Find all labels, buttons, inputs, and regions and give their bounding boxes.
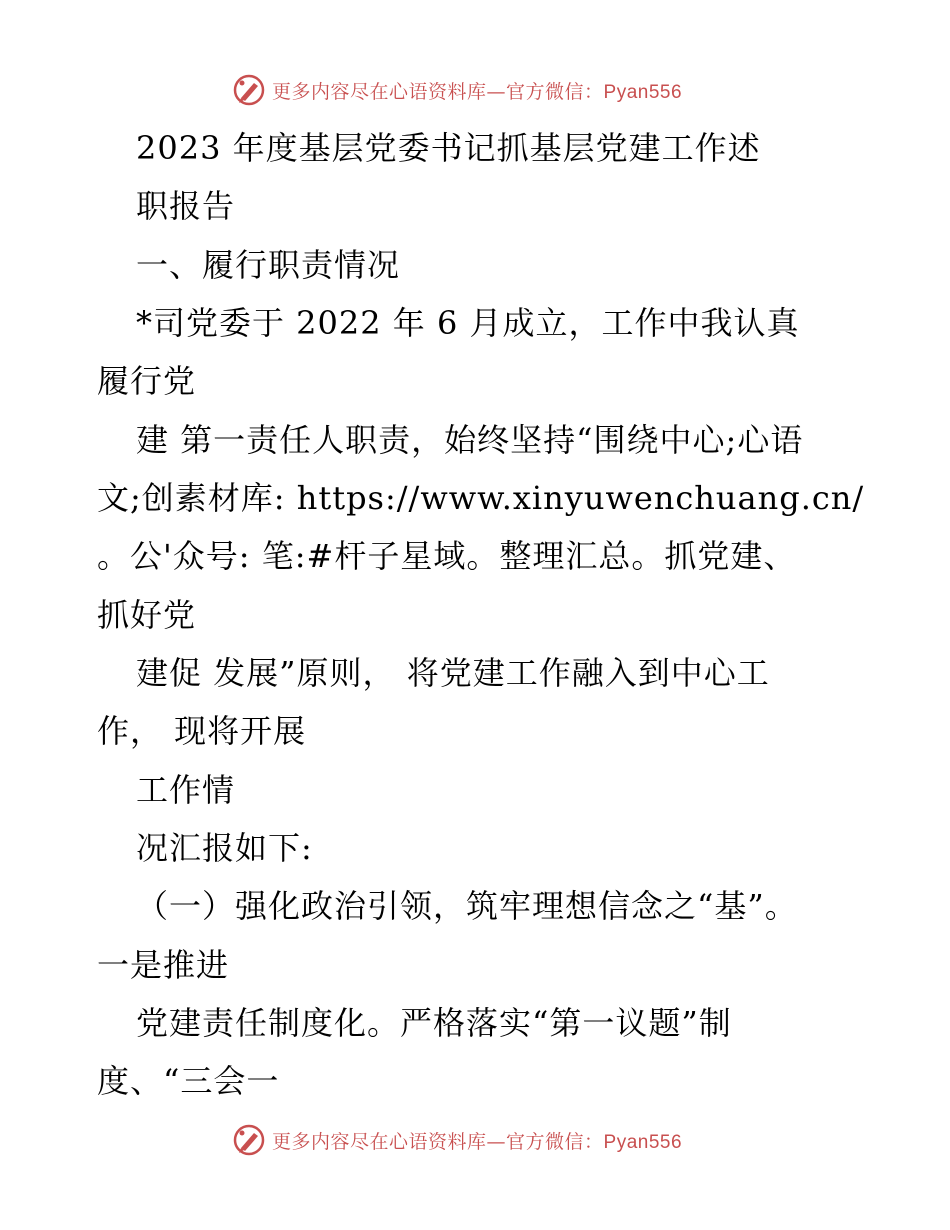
title-line-1: 2023 年度基层党委书记抓基层党建工作述 [136, 129, 761, 167]
section-heading: 一、履行职责情况 [136, 246, 401, 284]
banner-wechat: Pyan556 [603, 81, 683, 103]
paragraph-line: 建 第一责任人职责，始终坚持“围绕中心;心语 [136, 421, 804, 459]
paragraph-line: *司党委于 2022 年 6 月成立，工作中我认真 [136, 304, 800, 342]
paragraph-line: 文;创素材库: https://www.xinyuwenchuang.cn/ [97, 479, 865, 517]
pen-logo-icon [232, 1123, 266, 1157]
banner-wechat: Pyan556 [603, 1131, 683, 1153]
paragraph-line: 工作情 [136, 771, 236, 809]
paragraph-line: 一是推进 [97, 946, 230, 984]
paragraph-line: 党建责任制度化。严格落实“第一议题”制 [136, 1004, 732, 1042]
footer-banner [232, 1122, 712, 1158]
banner-text: 更多内容尽在心语资料库—官方微信：Pyan556 [272, 1130, 683, 1153]
paragraph-line: 况汇报如下: [136, 829, 313, 867]
paragraph-line: 建促 发展”原则， 将党建工作融入到中心工 [136, 654, 770, 692]
paragraph-line: 履行党 [97, 362, 197, 400]
subsection-heading: （一）强化政治引领，筑牢理想信念之“基”。 [136, 887, 798, 925]
paragraph-line: 作， 现将开展 [97, 712, 307, 750]
banner-text: 更多内容尽在心语资料库—官方微信：Pyan556 [272, 80, 683, 103]
paragraph-line: 抓好党 [97, 596, 197, 634]
paragraph-line: 。公'众号: 笔:#杆子星域。整理汇总。抓党建、 [97, 537, 797, 575]
title-line-2: 职报告 [136, 187, 236, 225]
paragraph-line: 度、“三会一 [97, 1062, 280, 1100]
